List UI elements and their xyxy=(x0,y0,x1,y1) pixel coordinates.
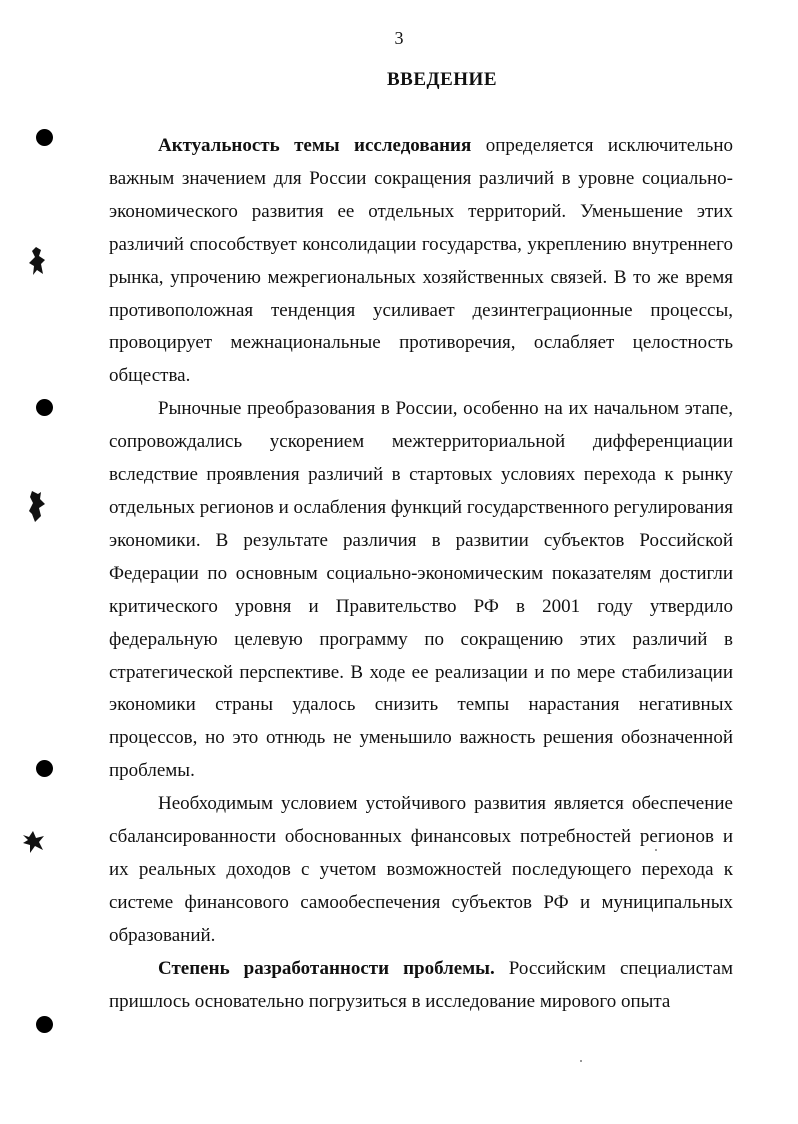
paragraph-lead: Степень разработанности проблемы. xyxy=(158,957,495,979)
punch-hole xyxy=(36,399,53,416)
page-number: 3 xyxy=(394,28,404,48)
punch-hole xyxy=(36,1016,53,1033)
paragraph-text: Необходимым условием устойчивого развития является обеспечение сбалансированности обоснованных финансовых потребностей регионов и их реальных доходов с учетом возможностей последующего перехода к системе финансового самообеспечения субъектов РФ и муниципальных образований. xyxy=(109,793,733,946)
paragraph-text: определяется исключительно важным значением для России сокращения различий в уровне социально-экономического развития ее отдельных территорий. Уменьшение этих различий способствует консолидации государства, укреплению внутреннего рынка, упрочению межрегиональных хозяйственных связей. В то же время противоположная тенденция усиливает дезинтеграционные процессы, провоцирует межнациональные противоречия, ослабляет целостность общества. xyxy=(109,135,733,387)
paragraph-relevance xyxy=(109,130,733,393)
paragraph-degree-of-development xyxy=(109,953,733,1019)
ink-blot xyxy=(20,828,48,856)
ink-blot xyxy=(26,489,48,525)
paragraph-text: Российским специалистам пришлось основательно погрузиться в исследование мирового опыта xyxy=(109,957,734,1012)
paragraph-text: Рыночные преобразования в России, особенно на их начальном этапе, сопровождались ускорением межтерриториальной дифференциации вследствие проявления различий в стартовых условиях перехода к рынку отдельных регионов и ослабления функций государственного регулирования экономики. В результате различия в развитии субъектов Российской Федерации по основным социально-экономическим показателям достигли критического уровня и Правительство РФ в 2001 году утвердило федеральную целевую программу по сокращению этих различий в стратегической перспективе. В ходе ее реализации и по мере стабилизации экономики страны удалось снизить темпы нарастания негативных процессов, но это отнюдь не уменьшило важность решения обозначенной проблемы. xyxy=(109,398,733,782)
paragraph-sustainable-development xyxy=(109,788,733,953)
paragraph-lead: Актуальность темы исследования xyxy=(158,135,472,156)
paragraph-market-reforms xyxy=(109,393,733,788)
page-title: ВВЕДЕНИЕ xyxy=(387,69,497,90)
scan-speck xyxy=(655,849,657,851)
punch-hole xyxy=(36,760,53,777)
scan-speck xyxy=(580,1060,582,1062)
body-text xyxy=(109,130,733,1018)
punch-hole xyxy=(36,129,53,146)
ink-blot xyxy=(27,244,51,278)
